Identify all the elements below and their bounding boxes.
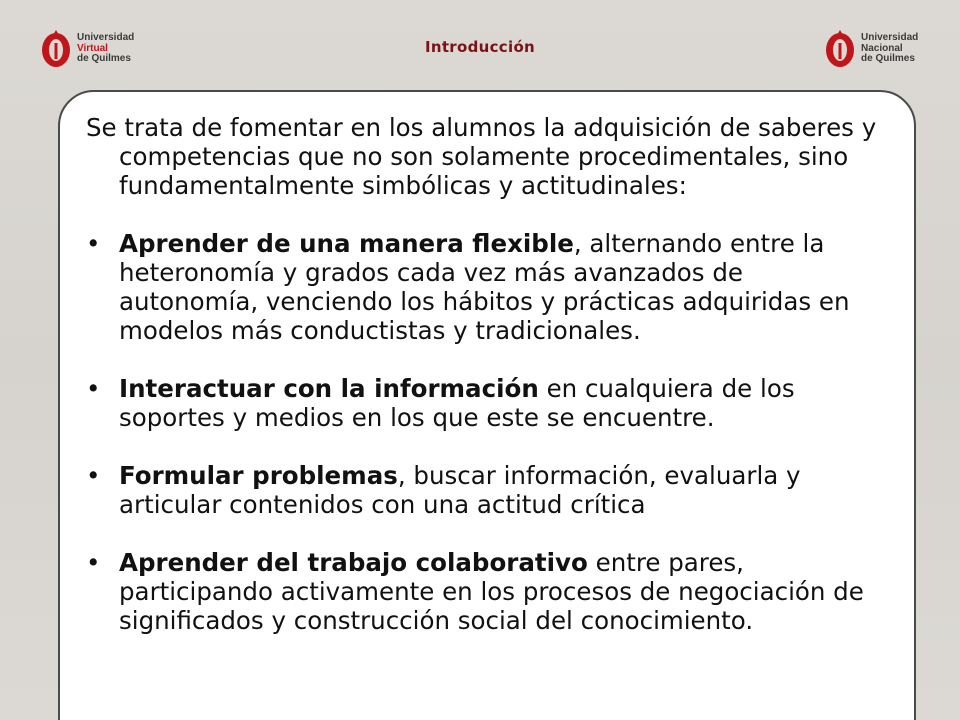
bullet-item xyxy=(86,374,886,432)
logo-line: de Quilmes xyxy=(77,53,131,65)
intro-paragraph: Se trata de fomentar en los alumnos la adquisición de saberes y competencias que no son solamente procedimentales, sino fundamentalmente simbólicas y actitudinales: xyxy=(86,113,877,200)
slide-header xyxy=(0,0,960,86)
logo-line: de Quilmes xyxy=(861,53,915,65)
bullet-heading: Formular problemas xyxy=(119,461,398,490)
bullet-list xyxy=(86,229,886,635)
bullet-item xyxy=(86,548,886,635)
bullet-text: , buscar información, evaluarla y articular contenidos con una actitud crítica xyxy=(119,461,801,519)
logo-line: Universidad xyxy=(77,32,135,44)
logo-universidad-nacional-quilmes xyxy=(824,26,918,72)
slide-title: Introducción xyxy=(424,38,536,56)
bullet-heading: Interactuar con la información xyxy=(119,374,539,403)
bullet-text: en cualquiera de los soportes y medios en los que este se encuentre. xyxy=(119,374,795,432)
bullet-heading: Aprender del trabajo colaborativo xyxy=(119,548,588,577)
bullet-item xyxy=(86,229,886,345)
slide-body xyxy=(86,113,886,635)
bullet-heading: Aprender de una manera flexible xyxy=(119,229,574,258)
bullet-text: entre pares, participando activamente en los procesos de negociación de significados y construcción social del conocimiento. xyxy=(119,548,864,635)
logo-wordmark xyxy=(861,33,918,65)
logo-line: Universidad xyxy=(861,32,919,44)
bullet-icon: • xyxy=(86,229,101,258)
bullet-icon: • xyxy=(86,548,101,577)
bullet-icon: • xyxy=(86,374,101,403)
bullet-item xyxy=(86,461,886,519)
bullet-text: , alternando entre la heteronomía y grados cada vez más avanzados de autonomía, venciendo los hábitos y prácticas adquiridas en modelos más conductistas y tradicionales. xyxy=(119,229,850,345)
logo-line: Virtual xyxy=(77,42,108,54)
bullet-icon: • xyxy=(86,461,101,490)
university-emblem-icon xyxy=(824,29,856,69)
logo-line: Nacional xyxy=(861,42,903,54)
